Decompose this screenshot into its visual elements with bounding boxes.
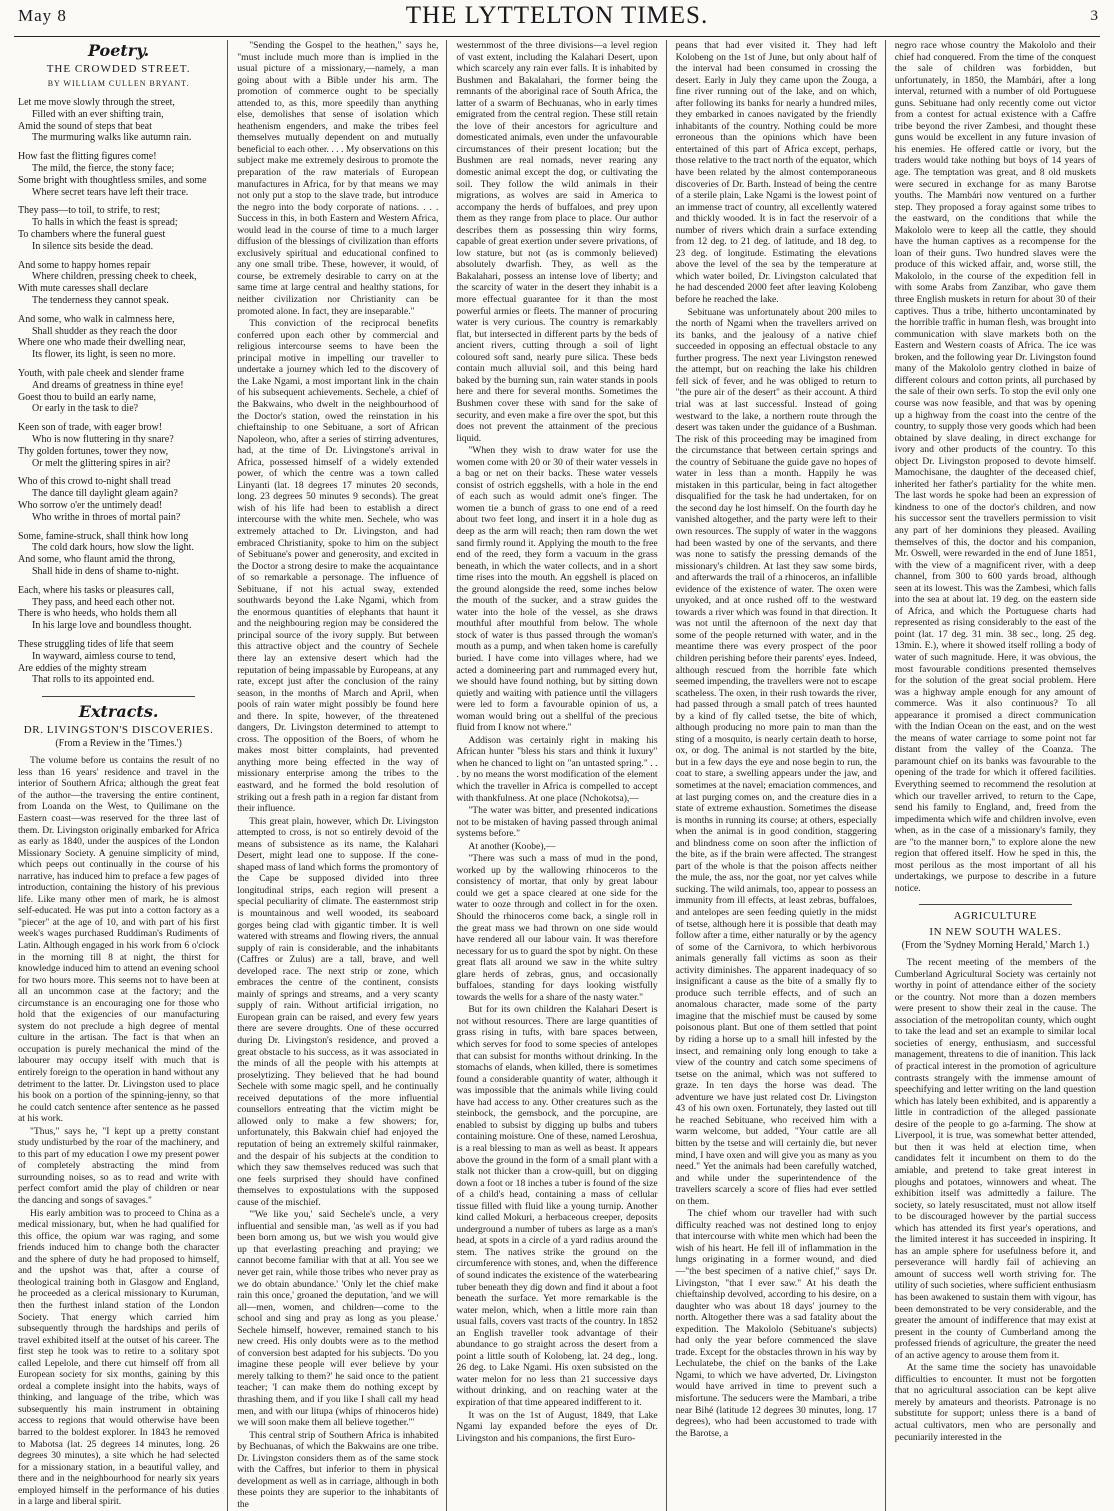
poem-stanza xyxy=(18,639,219,686)
paragraph: negro race whose country the Makololo and their chief had conquered. From the time of the conquest the sale of children was forbidden, but unfortunately, in 1850, the Mambári, after a long interval, returned with a number of old Portuguese guns. Sebituane had only recently come out victor from a contest for actual existence with a Caffre tribe beyond the river Zambesi, and thought these guns would be excellent in any future invasion of his enemies. He offered cattle or ivory, but the traders would take nothing but boys of 14 years of age. The temptation was great, and 8 old muskets were secured in exchange for as many Barotse youths. The Mambári now ventured on a further step. They proposed a foray against some tribes to the eastward, on the conditions that while the Makololo were to keep all the cattle, they should have the human captives as a recompense for the loan of their guns. Two hundred slaves were the produce of this wicked affair, and, worse still, the Makololo, in the course of the expedition fell in with some Arabs from Zanzibar, who gave them three English muskets in return for about 30 of their captives. Thus a tribe, hitherto uncontaminated by the horrible traffic in human flesh, was brought into communication with slave markets both on the Eastern and Western coasts of Africa. The ice was broken, and the following year Dr. Livingston found many of the Makololo gentry clothed in baize of different colours and cotton prints, all purchased by the sale of their own serfs. To stop the evil only one course was now feasible, and that was by opening up a highway from the coast into the centre of the country, to supply those very goods which had been obtained by slave dealing, in direct exchange for ivory and other products of the country. To this object Dr. Livingston proposed to devote himself. Mamochisane, the daughter of the deceased chief, inherited her father's partiality for the white men. The last words he spoke had been an expression of kindness to one of the doctor's children, and now his successor sent the travellers permission to visit any part of her dominions they pleased. Availing themselves of this, the doctor and his companion, Mr. Oswell, were rewarded in the end of June 1851, with the view of a magnificent river, with a deep channel, from 300 to 600 yards broad, although seen at its lowest. This was the Zambesi, which falls into the sea at about lat. 19 deg. on the eastern side of Africa, and which the Portuguese charts had represented as rising considerably to the east of the point (lat. 17 deg. 31 min. 38 sec., long. 25 deg. 13min. E.), where it showed itself rolling a body of water of such magnitude. Here, it was obvious, the most favourable conditions presented themselves for the solution of the great social problem. Here was a highway ample enough for any amount of commerce. Was it also continuous? To all appearance it promised a direct communication with the Indian Ocean on the east, and on the west the means of water carriage to some point not far distant from the valley of the Coanza. The paramount chief on its banks was favourable to the opening of the trade for which it offered facilities. Everything seemed to recommend the resolution at which our traveller arrived, to return to the Cape, send his family to England, and, freed from the impedimenta which wife and children involve, even when, as in the case of a missionary's family, they are "to the manner born," to explore alone the new region that offered itself. How he sped in this, the most perilous as the most important of all his undertakings, we purpose to describe in a future notice. xyxy=(894,40,1096,894)
poem-line: Thy golden fortunes, tower they now, xyxy=(18,445,169,457)
columns xyxy=(14,40,1100,1510)
poem-stanza xyxy=(18,531,219,578)
column-2 xyxy=(233,40,442,1511)
poem-line: The tenderness they cannot speak. xyxy=(32,295,169,307)
paragraph: This conviction of the reciprocal benefits conferred upon each other by commercial and religious intercourse seems to have been the principal motive in impelling our traveller to undertake a journey which led to the discovery of the Lake Ngami, a most important link in the chain of his subsequent achievements. Sechele, a chief of the Bakwains, who dwelt in the neighbourhood of the Doctor's station, owed the reinstation in his chieftainship to one Sebituane, a sort of African Napoleon, who, after a series of stirring adventures, had, at the time of Dr. Livingstone's arrival in Africa, possessed himself of a widely extended power, of which the centre was a town called Linyanti (lat. 18 degrees 17 minutes 20 seconds, long. 23 degrees 50 minutes 9 seconds). The great wish of his life had been to establish a direct intercourse with the white men. Sechele, who was extremely attached to Dr. Livingston, and had embraced Christianity, spoke to him on the subject of Sebituane's power and generosity, and excited in the Doctor a strong desire to make the acquaintance of so remarkable a personage. The influence of Sebituane, if not his actual sway, extended southwards beyond the Lake Ngami, which from the enormous quantities of elephants that haunt it and the neighbouring region may be considered the principal source of the ivory supply. But between this attractive object and the country of Sechele there lay an extensive desert which had the reputation of being impassable by Europeans, at any rate, except just after the conclusion of the rainy season, in the months of March and April, when pools of rain water might possibly be found here and there. In spite, however, of the threatened dangers, Dr. Livingston determined to attempt to cross. The opposition of the Boers, of whom he makes most bitter complaints, had prevented anything more being effected in the way of missionary enterprise among the tribes to the eastward, and he formed the bold resolution of striking out a fresh path in a region far distant from their influence. xyxy=(237,318,439,815)
article-title: DR. LIVINGSTON'S DISCOVERIES. xyxy=(23,724,214,737)
section-divider xyxy=(42,696,195,697)
column-3 xyxy=(452,40,661,1511)
section-divider xyxy=(919,904,1072,905)
paragraph: This great plain, however, which Dr. Livingston attempted to cross, is not so entirely devoid of the means of subsistence as its name, the Kalahari Desert, might lead one to suppose. If the cone-shaped mass of land which forms the promontory of the Cape be supposed divided into three longitudinal strips, each region will present a special peculiarity of climate. The easternmost strip is mountainous and well wooded, its seaboard gorges being clad with gigantic timber. It is well watered with streams and flowing rivers, the annual supply of rain is considerable, and the inhabitants (Caffres or Zulus) are a tall, brave, and well developed race. The next strip or zone, which embraces the centre of the continent, consists mainly of springs and streams, and a very scanty supply of rain. Without artificial irrigation, no European grain can be raised, and every few years there are severe droughts. One of these occurred during Dr. Livingston's residence, and proved a great obstacle to his success, as it was associated in the minds of all the people with his attempts at proselytizing. They believed that he had bound Sechele with some magic spell, and he continually received deputations of the more influential counsellors entreating that the victim might be allowed only to make a few showers; for, unfortunately, this Bakwain chief had enjoyed the reputation of being an extremely skilful rainmaker, and the despair of his subjects at the condition to which they saw themselves reduced was such that one feels surprised they should have confined themselves to expostulations with the supposed cause of the mischief. xyxy=(237,815,439,1208)
poem-line: To halls in which the feast is spread; xyxy=(32,217,178,229)
poem-line: Where children, pressing cheek to cheek, xyxy=(32,271,197,283)
poem-line: The murmuring walks like autumn rain. xyxy=(32,132,192,144)
poem-stanza xyxy=(18,314,219,361)
column-1 xyxy=(14,40,223,1511)
poem-line: Who writhe in throes of mortal pain? xyxy=(32,511,181,523)
poem-line: And some, who walk in calmness here, xyxy=(18,313,175,325)
poem-line: Keen son of trade, with eager brow! xyxy=(18,422,163,434)
agri-subtitle: IN NEW SOUTH WALES. xyxy=(929,926,1062,939)
paragraph: "The water was bitter, and presented indications not to be mistaken of having passed through animal systems before." xyxy=(456,805,658,840)
poem-line: Where one who made their dwelling near, xyxy=(18,337,186,349)
poetry-section-heading: Poetry. xyxy=(87,41,150,60)
poem-line: Amid the sound of steps that beat xyxy=(18,120,152,132)
poem-line: Shall shudder as they reach the door xyxy=(32,325,177,337)
article-body-col5 xyxy=(895,40,1096,894)
poem-line: In his large love and boundless thought. xyxy=(32,620,192,632)
poem-line: And some, who flaunt amid the throng, xyxy=(18,554,176,566)
poem-line: They pass—to toil, to strife, to rest; xyxy=(18,205,161,217)
poem-author: BY WILLIAM CULLEN BRYANT. xyxy=(47,78,190,88)
poem-line: The cold dark hours, how slow the light. xyxy=(32,542,194,554)
article-body-col2 xyxy=(237,40,438,1510)
poem-line: Some, famine-struck, shall think how long xyxy=(18,530,189,542)
poem-stanza xyxy=(18,151,219,198)
paragraph: It was on the 1st of August, 1849, that Lake Ngami lay expanded before the eyes of Dr. Livingston and his companions, the first Euro- xyxy=(456,1409,658,1444)
poem-line: And dreams of greatness in thine eye! xyxy=(32,379,184,391)
paragraph: His early ambition was to proceed to China as a medical missionary, but, when he had qualified for this office, the opium war was raging, and some friends induced him to change both the character and the sphere of duty he had proposed to himself, and the upshot was that, after a course of theological training both in Glasgow and England, he proceeded as a clerical missionary to Kuruman, then the furthest inland station of the London Society. That energy which carried him subsequently through the hardships and perils of travel exhibited itself at the outset of his career. The first step he took was to retire to a solitary spot called Lepelole, and there cut himself off from all European society for six months, gaining by this ordeal a complete insight into the habits, ways of thinking, and language of the tribe, which was subsequently his main instrument in obtaining access to regions that would otherwise have been barred to the boldest explorer. In 1843 he removed to Mabotsa (lat. 25 degrees 14 minutes, long. 26 degrees 30 minutes), a site which he had selected for a missionary station, in a beautiful valley, and there and in the neighbourhood for nearly six years employed himself in the performance of his duties in a large and liberal spirit. xyxy=(18,1207,220,1508)
poem-line: Where secret tears have left their trace. xyxy=(32,186,189,198)
poem-line: There is who heeds, who holds them all xyxy=(18,608,177,620)
poem-line: With mute caresses shall declare xyxy=(18,283,149,295)
agri-source: (From the 'Sydney Morning Herald,' March 1.) xyxy=(901,939,1090,951)
poem-line: These struggling tides of life that seem xyxy=(18,638,174,650)
paragraph: At another (Koobe),— xyxy=(468,840,556,852)
newspaper-title: THE LYTTELTON TIMES. xyxy=(405,2,709,29)
paragraph: The chief whom our traveller had with such difficulty reached was not destined long to enjoy that intercourse with white men which had been the wish of his heart. He fell ill of inflammation in the lungs originating in a former wound, and died—"the best specimen of a native chief," says Dr. Livingston, "that I ever saw." At his death the chieftainship devolved, according to his desire, on a daughter who was about 18 days' journey to the north. Altogether there was a sad fatality about the expedition. The Makololo (Sebituane's subjects) had only the year before commenced the slave trade. Except for the obstacles thrown in his way by Lechulatebe, the chief on the banks of the Lake Ngami, to which we have adverted, Dr. Livingston would have arrived in time to prevent such a misfortune. The seducers were the Mambari, a tribe near Bihé (latitude 12 degrees 30 minutes, long. 17 degrees), who had been accustomed to trade with the Barotse, a xyxy=(675,1208,877,1439)
poem-stanza xyxy=(18,97,219,144)
poem-line: Or early in the task to die? xyxy=(32,403,139,415)
paragraph: This central strip of Southern Africa is inhabited by Bechuanas, of which the Bakwains are one tribe. Dr. Livingston considers them as of the same stock with the Caffres, but inferior to them in physical development as well as in carriage, although in both these points they are superior to the inhabitants of the xyxy=(237,1429,439,1510)
poem-line: Its flower, its light, is seen no more. xyxy=(32,349,176,361)
paragraph: westernmost of the three divisions—a level region of vast extent, including the Kalahari Desert, upon which scarcely any rain ever falls. It is inhabited by Bushmen and Bakalahari, the former being the remnants of the aboriginal race of South Africa, the latter of a swarm of Bechuanas, who in early times emigrated from the central region. These still retain the love of their ancestors for agriculture and domesticated animals, even under the unfavourable circumstances of their present location; but the Bushmen are real nomads, never rearing any domestic animal except the dog, or cultivating the soil. They follow the wild animals in their migrations, as wolves are said in America to accompany the herds of buffaloes, and prey upon them as they range from place to place. Our author describes them as possessing thin wiry forms, capable of great exertion under severe privations, of low stature, but not (as is commonly believed) absolutely dwarfish. They, as well as the Bakalahari, possess an intense love of liberty; and the scarcity of water in the desert they inhabit is a more effectual guarantee for it than the most powerful armies or fleets. The manner of procuring water is very curious. The country is remarkably flat, but intersected in different parts by the beds of ancient rivers, cutting through a soil of light coloured soft sand, nearly pure silica. These beds contain much alluvial soil, and this being hard baked by the burning sun, rain water stands in pools here and there for several months. Sometimes the Bushmen cover these with sand for the sake of security, and even make a fire over the spot, but this does not prevent the attainment of the precious liquid. xyxy=(456,40,658,444)
paragraph: "'We like you,' said Sechele's uncle, a very influential and sensible man, 'as well as if you had been born among us, but we wish you would give up that everlasting preaching and praying; we cannot become familiar with that at all. You see we never get rain, while those tribes who never pray as we do obtain abundance.' 'Only let the chief make rain this once,' groaned the deputation, 'and we will all—men, women, and children—come to the school and sing and pray as long as you please.' Sechele himself, however, remained stanch to his new creed. His only doubts were as to the method of conversion best adapted for his subjects. 'Do you imagine these people will ever believe by your merely talking to them?' he said once to the patient teacher; 'I can make them do nothing except by thrashing them, and if you like I shall call my head men, and with our litupa (whips of rhinoceros hide) we will soon make them all believe together.'" xyxy=(237,1209,439,1429)
paragraph: "Thus," says he, "I kept up a pretty constant study undisturbed by the roar of the machinery, and to this part of my education I owe my present power of completely abstracting the mind from surrounding noises, so as to read and write with perfect comfort amid the play of children or near the dancing and songs of savages." xyxy=(18,1125,220,1207)
paragraph: The volume before us contains the result of no less than 16 years' residence and travel in the interior of Southern Africa; although the great feat of the author—the traversing the entire continent, from Loanda on the West, to Quilimane on the Eastern coast—was reserved for the three last of them. Dr. Livingston originally embarked for Africa as early as 1840, under the auspices of the London Missionary Society. A genuine simplicity of mind, which peeps out continually in the course of his narrative, has induced him to preface a few pages of introduction, containing the history of his previous life. Like many other men of mark, he is almost self-educated. He was put into a cotton factory as a "piecer" at the age of 10, and with part of his first week's wages purchased Ruddiman's Rudiments of Latin. Although engaged in his work from 6 o'clock in the morning till 8 at night, the thirst for knowledge induced him to attend an evening school for two hours more. This seems not to have been at all an uncommon case at the factory; and the circumstance is an encouraging one for those who hold that the exigencies of our manufacturing system do not preclude a high degree of mental culture in the artisan. The fact is that when an occupation is purely mechanical the mind of the labourer may occupy itself with much that is entirely foreign to the operation in hand without any detriment to the latter. Dr. Livingston used to place his book on a portion of the spinning-jenny, so that he could catch sentence after sentence as he passed at his work. xyxy=(18,755,220,1125)
poem-line: Youth, with pale cheek and slender frame xyxy=(18,368,184,380)
poem-line: Who sorrow o'er the untimely dead! xyxy=(18,500,163,511)
poem-line: Who of this crowd to-night shall tread xyxy=(18,476,171,488)
poem-line: Shall hide in dens of shame to-night. xyxy=(32,565,179,577)
paragraph: peans that had ever visited it. They had left Kolobeng on the 1st of June, but only about half of the interval had been consumed in crossing the desert. Early in July they came upon the Zouga, a fine river running out of the lake, and on which, after following its banks for nearly a hundred miles, they embarked in canoes navigated by the friendly inhabitants of the country. Nothing could be more erroneous than the opinions which have been entertained of this part of Africa except, perhaps, those relative to the tract north of the equator, which have been related by the almost contemporaneous discoveries of Dr. Barth. Instead of being the centre of a sterile plain, Lake Ngami is the lowest point of an immense tract of country, all excellently watered and thickly wooded. It is in fact the reservoir of a number of rivers which drain a surface extending from 12 deg. to 21 deg. of latitude, and 18 deg. to 23 deg. of longitude. Estimating the elevations above the level of the sea by the temperature at which water boiled, Dr. Livingston calculated that he had descended 2000 feet after leaving Kolobeng before he reached the lake. xyxy=(675,40,877,306)
poem-line: Are eddies of the mighty stream xyxy=(18,662,147,674)
poem-line: Goest thou to build an early name, xyxy=(18,391,157,403)
paragraph: "There was such a mass of mud in the pond, worked up by the wallowing rhinoceros to the consistency of mortar, that only by great labour could we get a space cleared at one side for the water to ooze through and collect in for the oxen. Should the rhinoceros come back, a single roll in the great mass we had thrown on one side would have rendered all our labour vain. It was therefore necessary for us to guard the spot by night. On these great flats all around we saw in the white sultry glare herds of zebras, gnus, and occasionally buffaloes, standing for days looking wistfully towards the wells for a share of the nasty water." xyxy=(456,853,658,1003)
poem-stanza xyxy=(18,476,219,523)
agri-body xyxy=(895,957,1096,1443)
paragraph: "When they wish to draw water for use the women come with 20 or 30 of their water vessels in a bag or net on their backs. These water vessels consist of ostrich eggshells, with a hole in the end of each such as would admit one's finger. The women tie a bunch of grass to one end of a reed about two feet long, and insert it in a hole dug as deep as the arm will reach; then ram down the wet sand firmly round it. Applying the mouth to the free end of the reed, they form a vacuum in the grass beneath, in which the water collects, and in a short time rises into the mouth. An eggshell is placed on the ground alongside the reed, some inches below the mouth of the sucker, and a straw guides the water into the hole of the vessel, as she draws mouthful after mouthful from below. The whole stock of water is thus passed through the woman's mouth as a pump, and when taken home is carefully buried. I have come into villages where, had we acted a domineering part and rummaged every hut, we should have found nothing, but by sitting down quietly and waiting with patience until the villagers were led to form a favourable opinion of us, a woman would bring out a shellful of the precious fluid from I know not where." xyxy=(456,445,658,734)
paragraph: The recent meeting of the members of the Cumberland Agricultural Society was certainly not worthy in point of attendance either of the society or the country. Not more than a dozen members were present to show their zeal in the cause. The association of the metropolitan county, which ought to take the lead and set an example to similar local societies of energy, enthusiasm, and successful management, threatens to die of inanition. This lack of practical interest in the promotion of agriculture contrasts strangely with the immense amount of speechifying and letter writing on the land question which has lately been exhibited, and is apparently a little in contradiction of the alleged passionate desire of the people to go a-farming. The show at Liverpool, it is true, was somewhat better attended, but then it was held at election time, when candidates felt it incumbent on them to do the amiable, and pretend to take great interest in ploughs and potatoes, winnowers and wheat. The exhibition itself was admittedly a failure. The society, so lately resuscitated, must not allow itself to be discouraged however by the partial success which has attended its first year's operations, and the limited interest it has succeeded in inspiring. It has an ample sphere for usefulness before it, and perseverance will hardly fail of achieving an amount of success well worth striving for. The utility of such societies, where sufficient enthusiasm has been awakened to sustain them with vigour, has been demonstrated to be very considerable, and the greater the amount of indifference that may exist at present in the county of Cumberland among the professed friends of agriculture, the greater the need of an active agency to arouse them from it. xyxy=(894,957,1096,1361)
article-source: (From a Review in the 'Times.') xyxy=(55,737,182,749)
article-body-col3 xyxy=(456,40,657,1444)
paragraph: Sebituane was unfortunately about 200 miles to the north of Ngami when the travellers arrived on its banks, and the jealousy of a native chief succeeded in opposing an effectual obstacle to any further progress. The next year Livingston renewed the attempt, but on reaching the lake his children fell sick of fever, and he was obliged to return to "the pure air of the desert" as their account. A third trial was at last successful. Instead of going westward to the lake, a northern route through the desert was taken under the guidance of a Bushman. The risk of this proceeding may be imagined from the circumstance that between certain springs and the country of Sebituane the guide gave no hopes of water in less than a month. Happily he was mistaken in this particular, being in fact altogether disqualified for the task he had undertaken, for on the second day he lost himself. On the fourth day he vanished altogether, and the party were left to their own resources. The supply of water in the waggons had been wasted by one of the servants, and there was none to satisfy the pressing demands of the missionary's children. At last they saw some birds, and afterwards the trail of a rhinoceros, an infallible evidence of the existence of water. The oxen were unyoked, and at once rushed off to the westward towards a river which was found in that direction. It was not until the afternoon of the next day that some of the people returned with water, and in the meantime there was every prospect of the poor children perishing before their parents' eyes. Indeed, although rescued from the horrible fate which seemed impending, the travellers were not to escape scatheless. The oxen, in their rush towards the river, had passed through a small patch of trees haunted by a kind of fly called tsetse, the bite of which, although producing no more pain to man than the sting of a mosquito, is nearly certain death to horse, ox, or dog. The animal is not startled by the bite, but in a few days the eye and nose begin to run, the coat to stare, a swelling appears under the jaw, and sometimes at the navel; emaciation commences, and at last purging comes on, and the creature dies in a state of extreme exhaustion. Sometimes the disease is months in running its course; at others, especially when the animal is in good condition, staggering and blindness come on soon after the infliction of the bite, as if the brain were affected. The strangest part of the whole is that the poison affects neither the mule, the ass, nor the goat, nor yet calves while sucking. The wild animals, too, appear to possess an immunity from ill effects, at least zebras, buffaloes, and antelopes are seen feeding quietly in the midst of tsetse, although here it is possible that death may follow after a time, either naturally or by the agency of some of the Carnivora, to which herbivorous animals generally fall victims as soon as their activity diminishes. The apparent inadequacy of so insignificant a cause as the bite of a smally fly to produce such terrible effects, and of such an anomalous character, made some of the party imagine that the mischief must be caused by some poisonous plant. But one of them settled that point by riding a horse up to a small hill infested by the insect, and remaining only long enough to take a view of the country and catch some specimens of tsetse on the animal, which was not suffered to graze. In ten days the horse was dead. The adventure we have just related cost Dr. Livingston 43 of his own oxen. Fortunately, they lasted out till he reached Sebituane, who received him with a warm welcome, but added, "Your cattle are all bitten by the tsetse and will certainly die, but never mind, I have oxen and will give you as many as you need." Yet the animals had been carefully watched, and while under the superintendence of the travellers scarcely a score of flies had ever settled on them. xyxy=(675,306,877,1207)
poem-line: In silence sits beside the dead. xyxy=(32,240,154,252)
poem-body xyxy=(18,97,219,686)
poem-line: That rolls to its appointed end. xyxy=(32,674,155,686)
page-number: 3 xyxy=(1090,8,1098,24)
poem-line: Who is now fluttering in thy snare? xyxy=(32,434,174,446)
article-body-col1 xyxy=(18,755,219,1508)
poem-line: Each, where his tasks or pleasures call, xyxy=(18,584,175,596)
poem-stanza xyxy=(18,585,219,632)
poem-line: To chambers where the funeral guest xyxy=(18,229,166,241)
issue-date: May 8 xyxy=(18,6,67,25)
poem-stanza xyxy=(18,368,219,415)
paragraph: But for its own children the Kalahari Desert is not without resources. There are large quantities of grass rising in tufts, with bare spaces between, which serves for food to some species of antelopes that can subsist for months without drinking. In the stomachs of elands, when killed, there is sometimes found a considerable quantity of water, although it was impossible that the animals while living could have had access to any. Other creatures such as the steinbock, the gemsbock, and the porcupine, are enabled to subsist by digging up bulbs and tubers containing moisture. One of these, named Leroshua, is a real blessing to man as well as beast. It appears above the ground in the form of a small plant with a stalk not thicker than a crow-quill, but on digging down a foot or 18 inches a tuber is found of the size of a child's head, containing a mass of cellular tissue filled with fluid like a young turnip. Another kind called Mokuri, a herbaceous creeper, deposits underground a number of tubers as large as a man's head, at spots in a circle of a yard radius around the stem. The natives strike the ground on the circumference with stones, and, when the difference of sound indicates the existence of the waterbearing tuber beneath they dig down and find it about a foot beneath the surface. Yet more remarkable is the water melon, which, when a little more rain than usual falls, covers vast tracts of the country. In 1852 an English traveller took advantage of their abundance to go straight across the desert from a point a little south of Kolobeng, lat. 24 deg., long. 26 deg. to Lake Ngami. His oxen subsisted on the water melon for no less than 21 successive days without drinking, and on reaching water at the expiration of that time appeared indifferent to it. xyxy=(456,1004,658,1408)
poem-line: Filled with an ever shifting train, xyxy=(32,108,164,120)
extracts-section-heading: Extracts. xyxy=(78,702,159,722)
paragraph: At the same time the society has unavoidable difficulties to encounter. It must not be forgotten that no agricultural association can be kept alive merely by amateurs and theorists. Patronage is no substitute for support; unless there is a band of actual cultivators, men who are personally and pecuniarily interested in the xyxy=(894,1362,1096,1443)
poem-line: In wayward, aimless course to tend, xyxy=(32,650,176,662)
paragraph: Addison was certainly right in making his African hunter "bless his stars and think it luxury" when he chanced to light on "an untasted spring." . . . by no means the worst modification of the element which the traveller in Africa is compelled to accept with thankfulness. At one place (Nchokotsa),— xyxy=(456,734,658,804)
agri-title: AGRICULTURE xyxy=(953,910,1037,923)
masthead xyxy=(14,0,1100,37)
paragraph: "Sending the Gospel to the heathen," says he, "must include much more than is implied in the usual picture of a missionary,—namely, a man going about with a Bible under his arm. The promotion of commerce ought to be specially attended to, as this, more speedily than anything else, demolishes that sense of isolation which heathenism engenders, and make the tribes feel themselves mutually dependent on and mutually beneficial to each other. . . . My observations on this subject make me extremely desirous to promote the preparation of the raw materials of European manufactures in Africa, for by that means we may not only put a stop to the slave trade, but introduce the negro into the body corporate of nations. . . . Success in this, in both Eastern and Western Africa, would lead in the course of time to a much larger diffusion of the blessings of civilization than efforts exclusively spiritual and educational confined to any one small tribe. These, however, it would, of course, be extremely desirable to carry on at the same time at large central and healthy stations, for neither civilization nor Christianity can be promoted alone. In fact, they are inseparable." xyxy=(237,40,439,317)
poem-line: They pass, and heed each other not. xyxy=(32,596,175,608)
article-body-col4 xyxy=(676,40,877,1439)
poem-line: How fast the flitting figures come! xyxy=(18,151,157,163)
column-5 xyxy=(891,40,1100,1511)
poem-stanza xyxy=(18,260,219,307)
poem-line: Let me move slowly through the street, xyxy=(18,97,175,109)
poem-title: THE CROWDED STREET. xyxy=(46,63,191,75)
poem-stanza xyxy=(18,205,219,252)
poem-line: The dance till daylight gleam again? xyxy=(32,488,178,500)
poem-line: The mild, the fierce, the stony face; xyxy=(32,163,175,175)
poem-line: Some bright with thoughtless smiles, and some xyxy=(18,174,207,186)
poem-line: Or melt the glittering spires in air? xyxy=(32,457,171,469)
column-4 xyxy=(672,40,881,1511)
poem-stanza xyxy=(18,422,219,469)
poem-line: And some to happy homes repair xyxy=(18,259,151,271)
